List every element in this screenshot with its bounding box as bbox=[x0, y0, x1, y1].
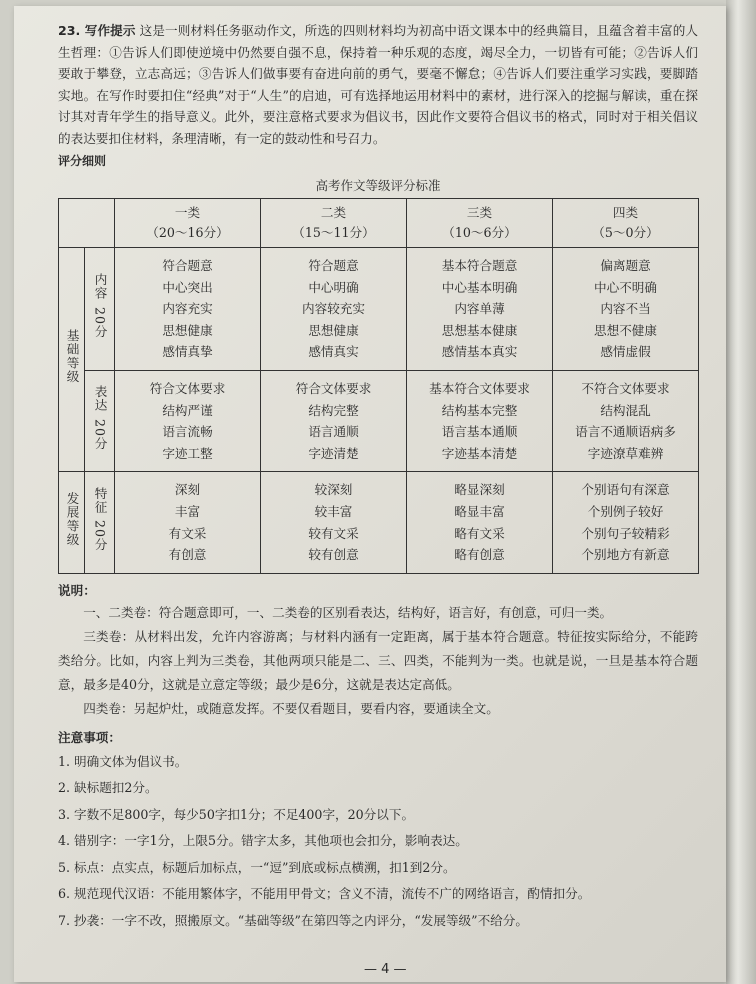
note-item: 4. 错别字：一字1分，上限5分。错字太多，其他项也会扣分，影响表达。 bbox=[58, 833, 468, 849]
row-content bbox=[59, 248, 699, 371]
prompt-text: 这是一则材料任务驱动作文，所选的四则材料均为初高中语文课本中的经典篇目，且蕴含着丰富的人生哲理：①告诉人们即使逆境中仍然要自强不息，保持着一种乐观的态度，竭尽全力，一切皆有可能；②告诉人们要敢于攀登，立志高远；③告诉人们做事要有奋进向前的勇气，要毫不懈怠；④告诉人们要注重学习实践，要脚踏实地。在写作时要扣住“经典”对于“人生”的启迪，可有选择地运用材料中的素材，进行深入的挖掘与解读，重在探讨其对青年学生的指导意义。此外，要注意格式要求为倡议书，因此作文要符合倡议书的格式，同时对于相关倡议的表达要扣住材料，条理清晰，有一定的鼓动性和号召力。 bbox=[58, 23, 698, 146]
writing-prompt bbox=[58, 20, 698, 149]
expression-class-3: 基本符合文体要求 结构基本完整 语言基本通顺 字迹基本清楚 bbox=[407, 370, 553, 471]
page-content bbox=[58, 20, 698, 934]
explanation-para-1: 一、二类卷：符合题意即可，一、二类卷的区别看表达，结构好，语言好，有创意，可归一类。 bbox=[83, 605, 613, 621]
notes-list bbox=[58, 749, 698, 935]
content-class-1: 符合题意 中心突出 内容充实 思想健康 感情真挚 bbox=[115, 248, 261, 371]
content-class-3: 基本符合题意 中心基本明确 内容单薄 思想基本健康 感情基本真实 bbox=[407, 248, 553, 371]
header-class-4: 四类 （5～0分） bbox=[553, 199, 699, 248]
expression-label: 表达 20分 bbox=[85, 370, 115, 471]
explanation-heading: 说明： bbox=[58, 582, 96, 598]
header-class-1: 一类 （20～16分） bbox=[115, 199, 261, 248]
paper-sheet bbox=[14, 6, 726, 982]
expression-class-4: 不符合文体要求 结构混乱 语言不通顺语病多 字迹潦草难辨 bbox=[553, 370, 699, 471]
development-level-label: 发展等级 bbox=[59, 472, 85, 573]
background-edge bbox=[726, 0, 756, 984]
notes-heading: 注意事项： bbox=[58, 730, 121, 746]
features-class-2: 较深刻 较丰富 较有文采 较有创意 bbox=[261, 472, 407, 573]
table-title: 高考作文等级评分标准 bbox=[315, 177, 441, 193]
note-item: 7. 抄袭：一字不改，照搬原文。“基础等级”在第四等之内评分，“发展等级”不给分。 bbox=[58, 912, 528, 928]
basic-level-label: 基础等级 bbox=[59, 248, 85, 472]
header-class-3: 三类 （10～6分） bbox=[407, 199, 553, 248]
row-features bbox=[59, 472, 699, 573]
explanation-para-2: 三类卷：从材料出发，允许内容游离；与材料内涵有一定距离，属于基本符合题意。特征按实际给分，不能跨类给分。比如，内容上判为三类卷，其他两项只能是二、三、四类，不能判为一类。也就是说，一旦是基本符合题意，最多是40分，这就是立意定等级；最少是6分，这就是表达定高低。 bbox=[58, 629, 698, 693]
note-item: 2. 缺标题扣2分。 bbox=[58, 780, 158, 796]
explanation-para-3: 四类卷：另起炉灶，或随意发挥。不要仅看题目，要看内容，要通读全文。 bbox=[83, 701, 499, 717]
header-row bbox=[59, 199, 699, 248]
features-class-1: 深刻 丰富 有文采 有创意 bbox=[115, 472, 261, 573]
corner-cell bbox=[59, 199, 115, 248]
expression-class-2: 符合文体要求 结构完整 语言通顺 字迹清楚 bbox=[261, 370, 407, 471]
grading-table bbox=[58, 198, 699, 574]
note-item: 5. 标点：点实点，标题后加标点，一“逗”到底或标点横溯，扣1到2分。 bbox=[58, 859, 456, 875]
features-class-3: 略显深刻 略显丰富 略有文采 略有创意 bbox=[407, 472, 553, 573]
features-label: 特征 20分 bbox=[85, 472, 115, 573]
rules-heading: 评分细则 bbox=[58, 154, 107, 168]
page-number: — 4 — bbox=[364, 962, 407, 977]
note-item: 6. 规范现代汉语：不能用繁体字，不能用甲骨文；含义不清，流传不广的网络语言，酌情扣分。 bbox=[58, 886, 591, 902]
prompt-heading: 23. 写作提示 bbox=[58, 23, 136, 38]
content-class-2: 符合题意 中心明确 内容较充实 思想健康 感情真实 bbox=[261, 248, 407, 371]
row-expression bbox=[59, 370, 699, 471]
note-item: 1. 明确文体为倡议书。 bbox=[58, 753, 188, 769]
header-class-2: 二类 （15～11分） bbox=[261, 199, 407, 248]
features-class-4: 个别语句有深意 个别例子较好 个别句子较精彩 个别地方有新意 bbox=[553, 472, 699, 573]
explanation-body bbox=[58, 601, 698, 721]
expression-class-1: 符合文体要求 结构严谨 语言流畅 字迹工整 bbox=[115, 370, 261, 471]
content-class-4: 偏离题意 中心不明确 内容不当 思想不健康 感情虚假 bbox=[553, 248, 699, 371]
note-item: 3. 字数不足800字，每少50字扣1分；不足400字，20分以下。 bbox=[58, 806, 415, 822]
content-label: 内容 20分 bbox=[85, 248, 115, 371]
